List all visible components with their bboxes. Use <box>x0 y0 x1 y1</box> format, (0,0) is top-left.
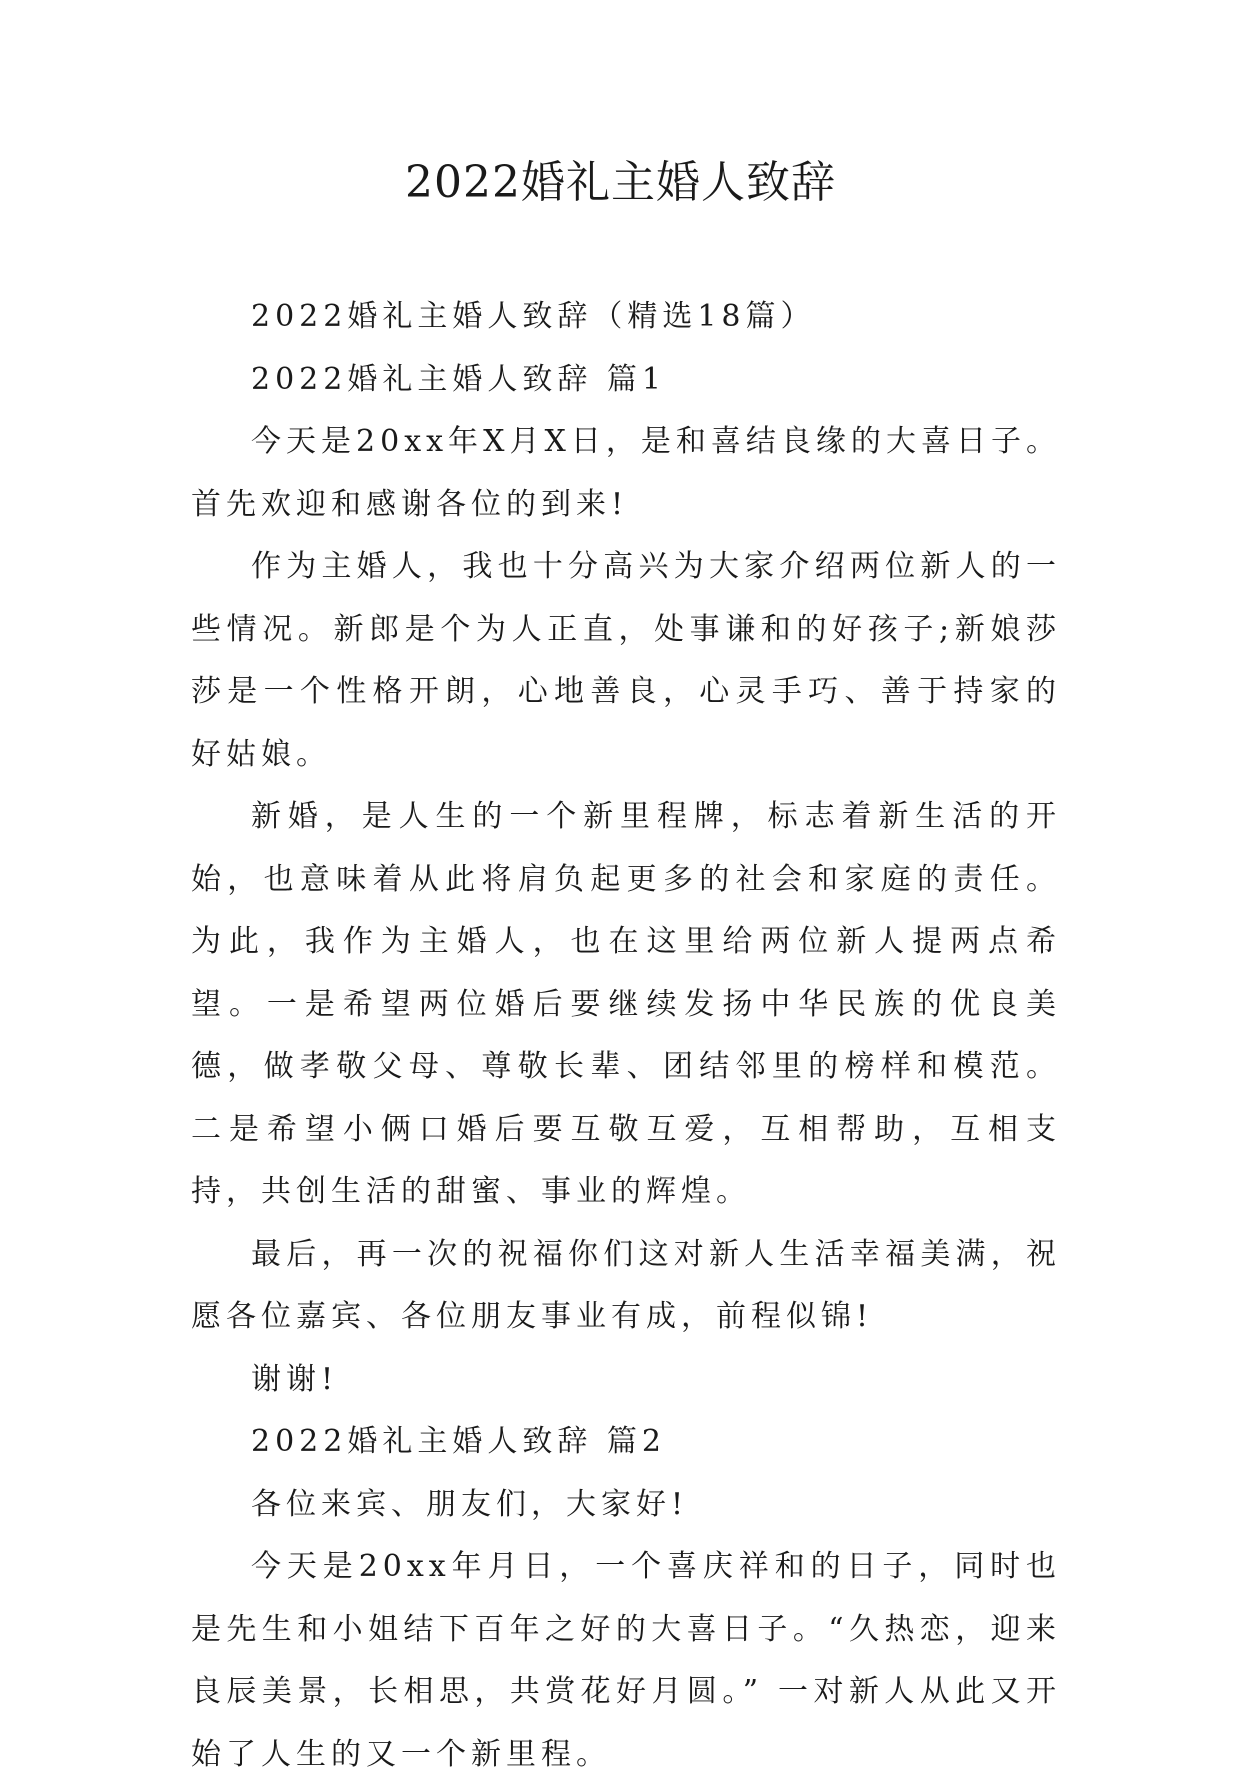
document-title: 2022婚礼主婚人致辞 <box>405 157 836 208</box>
body-paragraph: 作为主婚人，我也十分高兴为大家介绍两位新人的一些情况。新郎是个为人正直，处事谦和的好孩子;新娘莎莎是一个性格开朗，心地善良，心灵手巧、善于持家的好姑娘。 <box>191 549 1061 772</box>
body-paragraph: 谢谢! <box>251 1361 339 1397</box>
body-paragraph: 今天是20xx年X月X日，是和喜结良缘的大喜日子。首先欢迎和感谢各位的到来! <box>191 424 1061 522</box>
body-paragraph: 新婚，是人生的一个新里程牌，标志着新生活的开始，也意味着从此将肩负起更多的社会和家庭的责任。为此，我作为主婚人，也在这里给两位新人提两点希望。一是希望两位婚后要继续发扬中华民族的优良美德，做孝敬父母、尊敬长辈、团结邻里的榜样和模范。二是希望小俩口婚后要互敬互爱，互相帮助，互相支持，共创生活的甜蜜、事业的辉煌。 <box>191 799 1061 1209</box>
body-paragraph: 各位来宾、朋友们，大家好! <box>251 1486 689 1522</box>
document-body <box>191 286 1061 1786</box>
body-paragraph: 今天是20xx年月日，一个喜庆祥和的日子，同时也是先生和小姐结下百年之好的大喜日子。“久热恋，迎来良辰美景，长相思，共赏花好月圆。” 一对新人从此又开始了人生的又一个新里程。 <box>191 1549 1061 1772</box>
body-paragraph: 最后，再一次的祝福你们这对新人生活幸福美满，祝愿各位嘉宾、各位朋友事业有成，前程似锦! <box>191 1236 1061 1334</box>
section-heading-1: 2022婚礼主婚人致辞 篇1 <box>251 361 666 397</box>
subtitle-paragraph: 2022婚礼主婚人致辞（精选18篇） <box>251 299 816 334</box>
section-heading-2: 2022婚礼主婚人致辞 篇2 <box>251 1424 666 1459</box>
